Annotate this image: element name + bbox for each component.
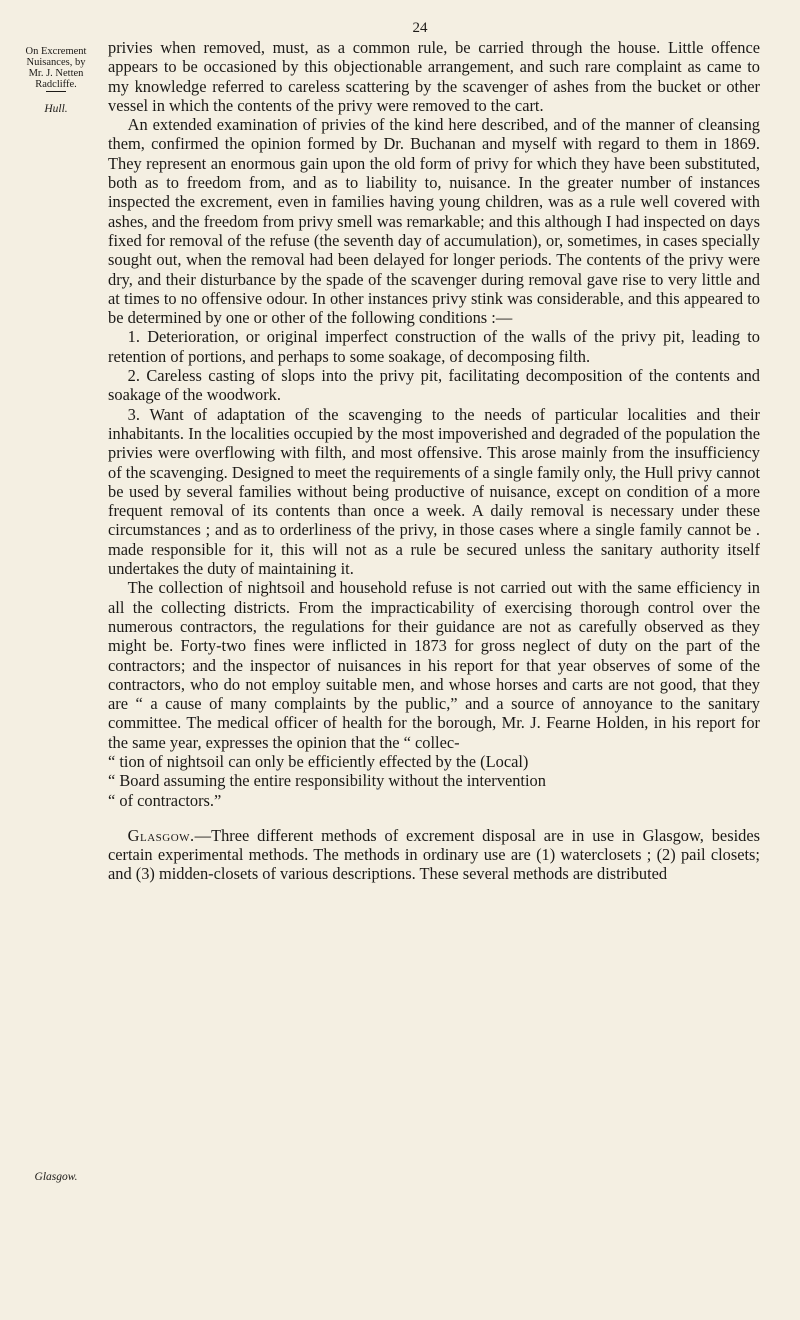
paragraph-glasgow — [108, 826, 760, 884]
page-number: 24 — [412, 20, 428, 36]
paragraph: The collection of nightsoil and household refuse is not carried out with the same efficiency in all the collecting districts. From the impracticability of exercising thorough control over the numerous contractors, the regulations for their guidance are not as carefully observed as they might be. Forty-two fines were inflicted in 1873 for gross neglect of duty on the part of the contractors; and the inspector of nuisances in his report for that year observes of some of the contractors, who do not employ suitable men, and whose horses and carts are not good, that they are “ a cause of many complaints by the public,” and a source of annoyance to the sanitary committee. The medical officer of health for the borough, Mr. J. Fearne Holden, in his report for the same year, expresses the opinion that the “ collec- — [108, 578, 760, 752]
paragraph: An extended examination of privies of the kind here described, and of the manner of cleansing them, confirmed the opinion formed by Dr. Buchanan and myself with regard to them in 1869. They represent an enormous gain upon the old form of privy for which they have been substituted, both as to freedom from, and as to liability to, nuisance. In the greater number of instances inspected the excrement, even in families having young children, was as a rule well covered with ashes, and the freedom from privy smell was remarkable; and this although I had inspected on days fixed for removal of the refuse (the seventh day of accumulation), or, sometimes, in cases specially sought out, when the removal had been delayed for longer periods. The contents of the privy were dry, and their disturbance by the spade of the scavenger during removal gave rise to very little and at times to no offensive odour. In other instances privy stink was considerable, and this appeared to be determined by one or other of the following conditions :— — [108, 115, 760, 328]
glasgow-text: —Three different methods of excrement disposal are in use in Glasgow, besides certain experimental methods. The methods in ordinary use are (1) waterclosets ; (2) pail closets; and (3) midden-closets of various descriptions. These several methods are distributed — [108, 825, 760, 884]
margin-note-line: Mr. J. Netten — [28, 68, 84, 79]
margin-note-line: Nuisances, by — [26, 57, 86, 68]
list-item-condition-3: 3. Want of adaptation of the scavenging to the needs of particular localities and their inhabitants. In the localities occupied by the most impoverished and degraded of the population the privies were overflowing with filth, and most offensive. This arose mainly from the insufficiency of the scavenging. Designed to meet the requirements of a single family only, the Hull privy cannot be used by several families without being productive of nuisance, except on condition of a more frequent removal of its contents than once a week. A daily removal is necessary under these circumstances ; and as to orderliness of the privy, in those cases where a single family cannot be . made responsible for it, this will not as a rule be secured unless the sanitary authority itself undertakes the duty of maintaining it. — [108, 404, 760, 579]
margin-note-rule — [46, 91, 66, 92]
margin-note-author — [14, 46, 98, 115]
paragraph: privies when removed, must, as a common rule, be carried through the house. Little offence appears to be occasioned by this objectionable arrangement, and such rare complaint as came to my knowledge referred to careless scattering by the scavenger of ashes from the bucket or other vessel in which the contents of the privy were removed to the cart. — [108, 38, 760, 115]
quote-line: “ of contractors.” — [108, 790, 222, 810]
margin-note-glasgow: Glasgow. — [34, 1171, 78, 1183]
margin-note-line: Radcliffe. — [35, 79, 77, 90]
list-item-condition-1: 1. Deterioration, or original imperfect construction of the walls of the privy pit, leading to retention of portions, and perhaps to some soakage, of decomposing filth. — [108, 327, 760, 366]
quote-line: “ tion of nightsoil can only be efficiently effected by the (Local) — [108, 751, 529, 771]
quote-line: “ Board assuming the entire responsibility without the intervention — [108, 771, 546, 791]
list-item-condition-2: 2. Careless casting of slops into the privy pit, facilitating decomposition of the contents and soakage of the woodwork. — [108, 366, 760, 405]
margin-note-line: On Excrement — [25, 46, 87, 57]
margin-note-hull: Hull. — [44, 103, 68, 115]
body-text — [108, 38, 760, 884]
glasgow-lead: Glasgow. — [127, 825, 195, 845]
